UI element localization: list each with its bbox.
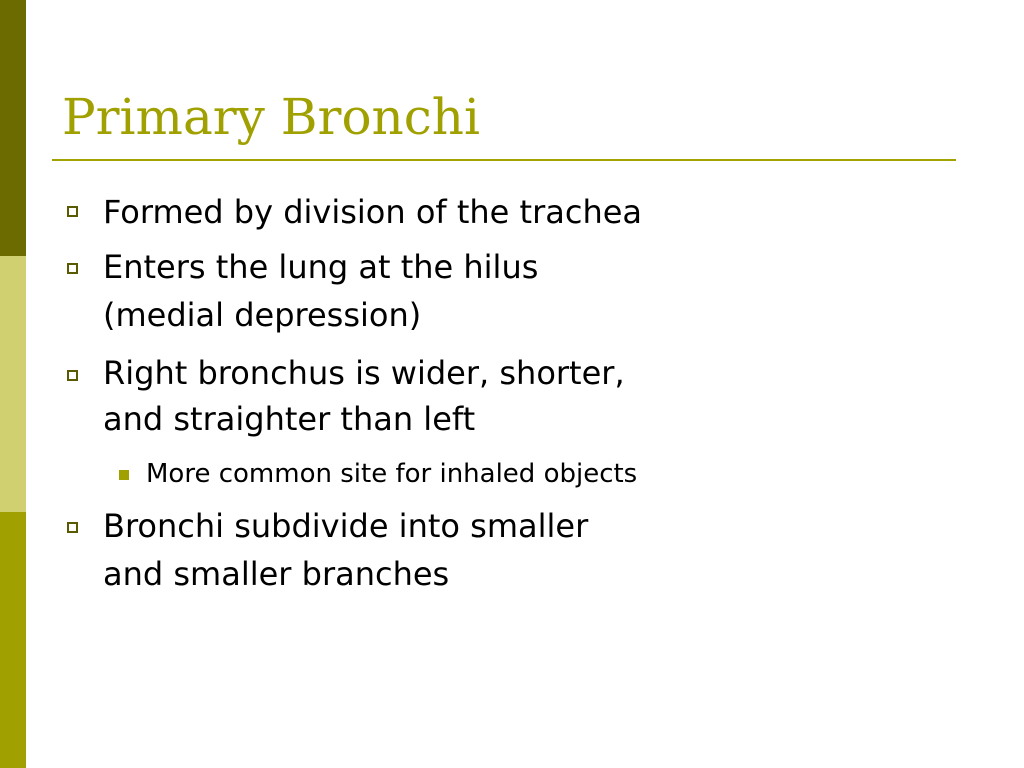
accent-bar-middle — [0, 256, 26, 512]
bullet-text: Right bronchus is wider, shorter, and straighter than left — [103, 354, 625, 438]
title-underline — [52, 159, 956, 161]
filled-square-bullet-icon — [119, 470, 129, 480]
sub-bullet-text: More common site for inhaled objects — [146, 459, 638, 489]
square-bullet-icon — [67, 522, 78, 533]
bullet-text: Enters the lung at the hilus (medial depression) — [103, 248, 539, 334]
square-bullet-icon — [67, 263, 78, 274]
square-bullet-icon — [67, 206, 78, 217]
bullet-text: Bronchi subdivide into smaller and smaller branches — [103, 507, 589, 593]
square-bullet-icon — [67, 370, 78, 381]
bullet-text: Formed by division of the trachea — [103, 193, 643, 231]
accent-bar-top — [0, 0, 26, 256]
slide-title: Primary Bronchi — [62, 88, 480, 146]
accent-bar-bottom — [0, 512, 26, 768]
